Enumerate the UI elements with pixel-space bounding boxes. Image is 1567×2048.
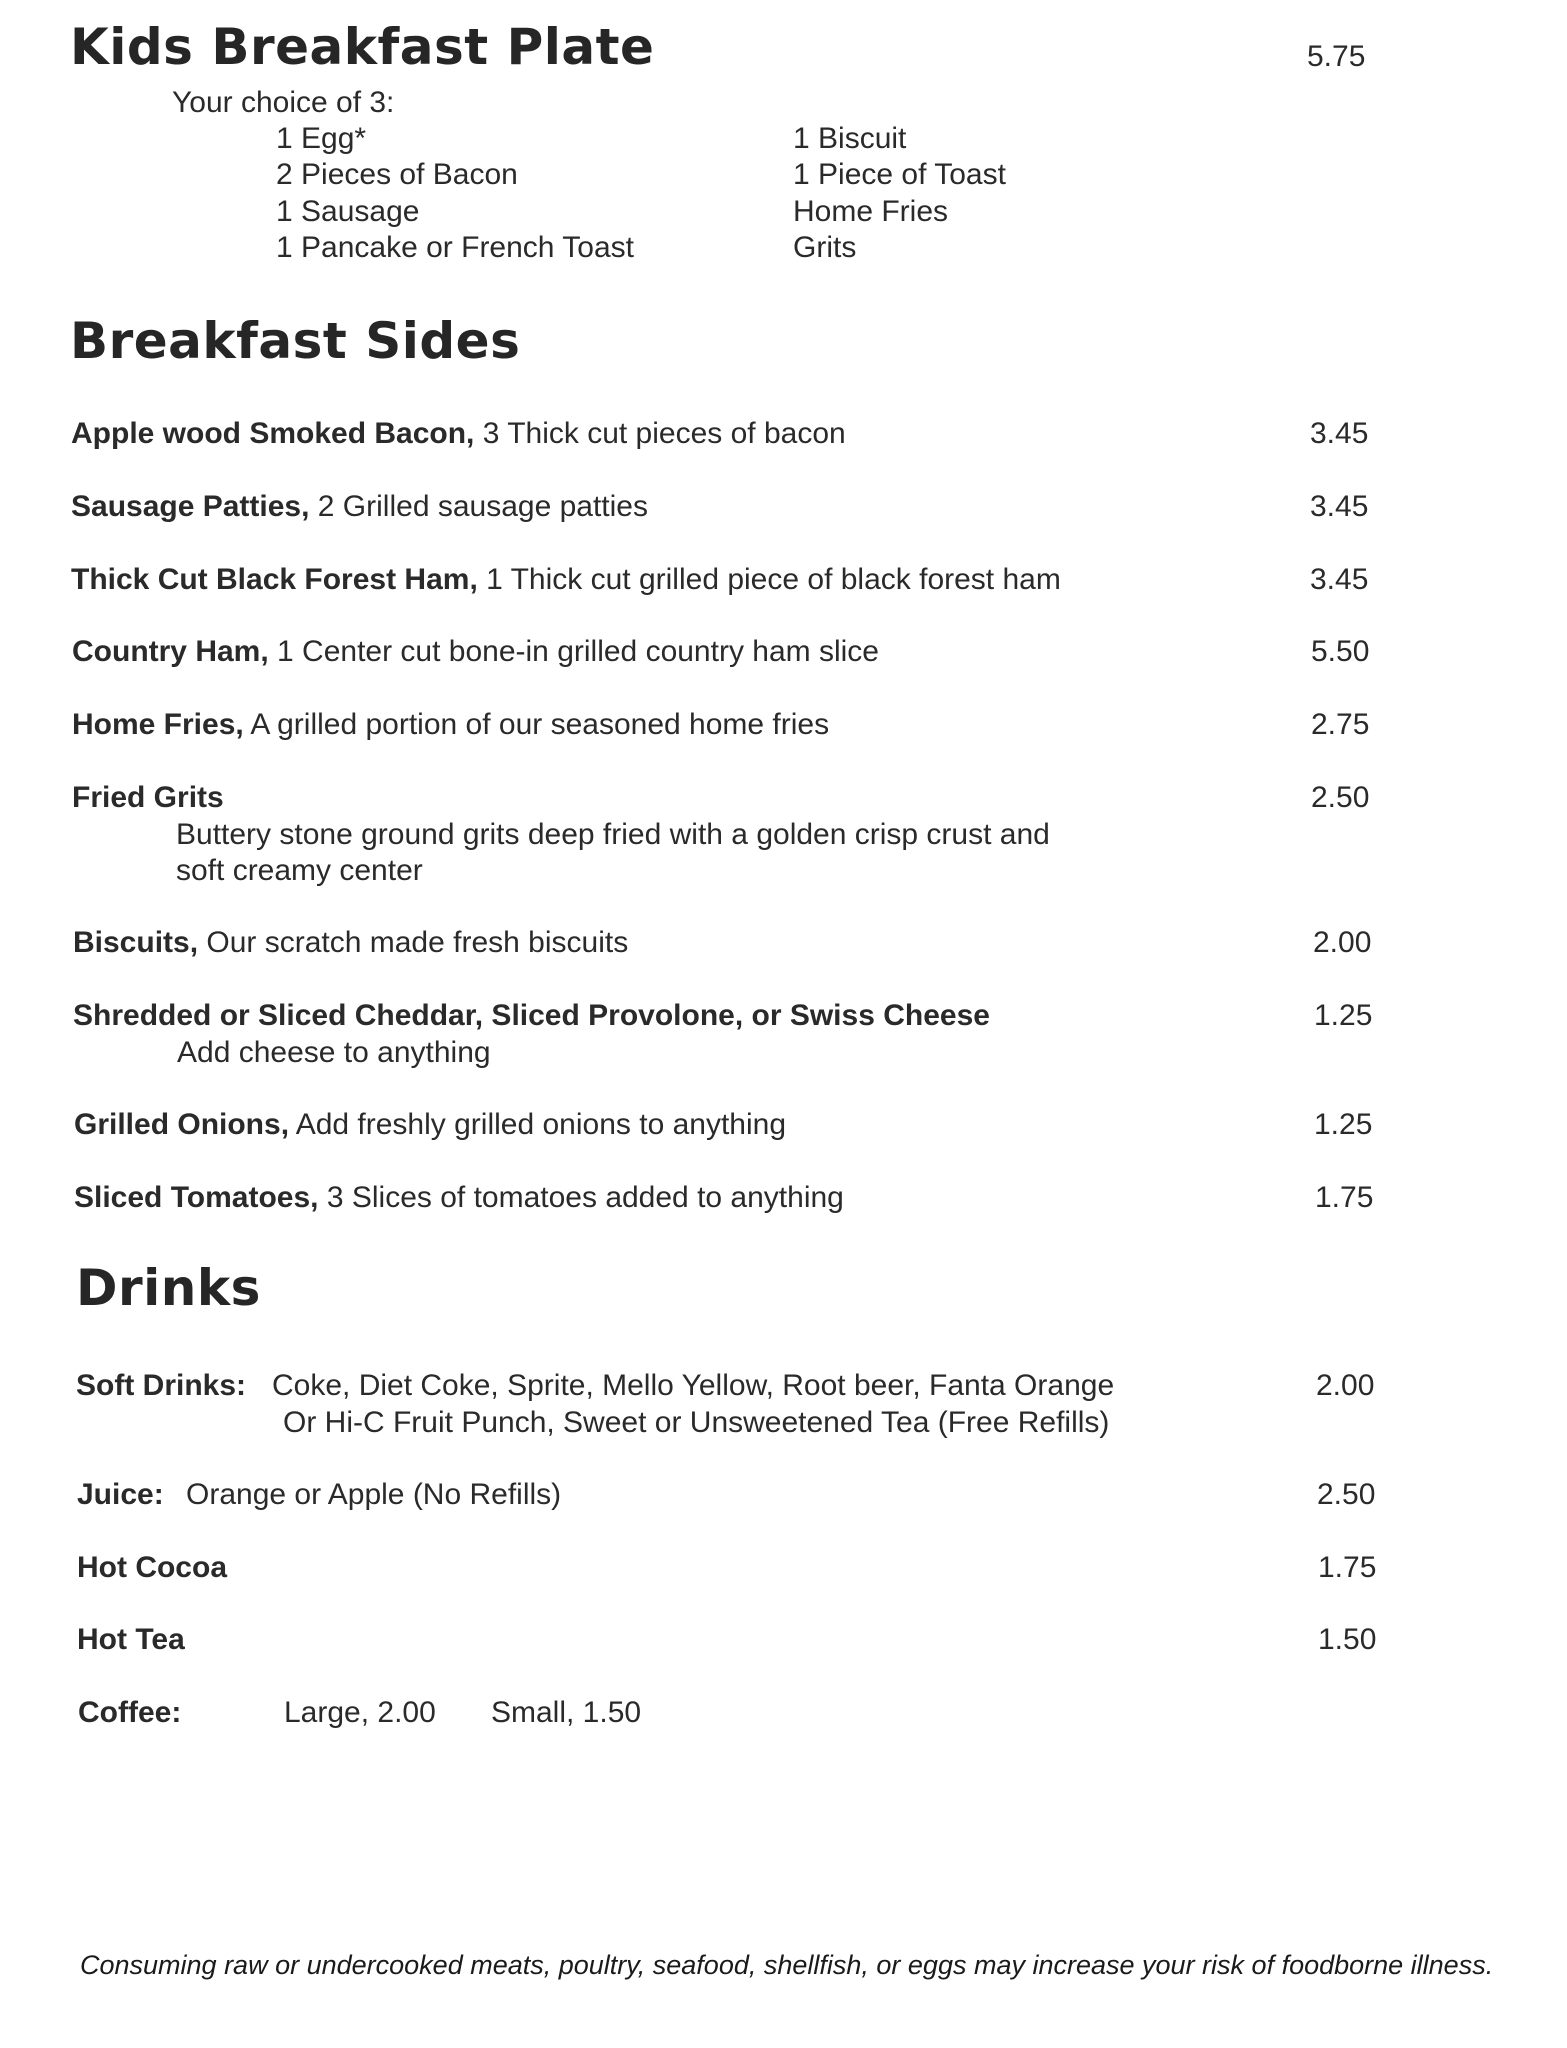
side-item-name: Fried Grits — [72, 781, 224, 814]
side-item-price: 3.45 — [1310, 417, 1369, 450]
side-item-desc: Add freshly grilled onions to anything — [289, 1108, 787, 1141]
drink-item-price: 2.50 — [1317, 1478, 1376, 1511]
kids-choice-home-fries: Home Fries — [793, 195, 949, 228]
side-item-desc: 1 Thick cut grilled piece of black forest ham — [477, 563, 1061, 596]
side-item-desc: 3 Thick cut pieces of bacon — [474, 417, 846, 450]
side-item-desc: Our scratch made fresh biscuits — [198, 926, 629, 959]
side-item-name: Sliced Tomatoes, — [74, 1181, 319, 1214]
drink-item-desc: Or Hi-C Fruit Punch, Sweet or Unsweetened Tea (Free Refills) — [283, 1406, 1110, 1439]
drink-item-desc: Coke, Diet Coke, Sprite, Mello Yellow, Root beer, Fanta Orange — [272, 1369, 1115, 1402]
drink-item-name: Hot Tea — [77, 1623, 185, 1656]
kids-choice-toast: 1 Piece of Toast — [793, 158, 1006, 191]
side-item-desc: A grilled portion of our seasoned home fries — [243, 708, 830, 741]
side-item-name: Grilled Onions, — [74, 1108, 290, 1141]
kids-choice-bacon: 2 Pieces of Bacon — [276, 158, 518, 191]
drink-item-price: 1.50 — [1318, 1623, 1377, 1656]
side-item-price: 2.50 — [1311, 781, 1370, 814]
kids-choice-biscuit: 1 Biscuit — [793, 122, 907, 155]
side-item-price: 2.00 — [1313, 926, 1372, 959]
kids-plate-price: 5.75 — [1307, 40, 1366, 73]
side-item-price: 3.45 — [1310, 490, 1369, 523]
coffee-small: Small, 1.50 — [491, 1696, 642, 1729]
side-item-price: 2.75 — [1311, 708, 1370, 741]
side-item-name: Sausage Patties, — [71, 490, 310, 523]
side-item-price: 5.50 — [1311, 635, 1370, 668]
side-item-name: Thick Cut Black Forest Ham, — [71, 563, 478, 596]
side-item-desc: 3 Slices of tomatoes added to anything — [318, 1181, 844, 1214]
drink-item-name: Soft Drinks: — [76, 1369, 247, 1402]
kids-choice-egg: 1 Egg* — [276, 122, 367, 155]
side-item-name: Biscuits, — [73, 926, 199, 959]
kids-plate-heading: Kids Breakfast Plate — [70, 18, 655, 76]
side-item-desc: 1 Center cut bone-in grilled country ham slice — [268, 635, 879, 668]
coffee-name: Coffee: — [78, 1696, 182, 1729]
kids-plate-subtitle: Your choice of 3: — [172, 86, 395, 119]
drink-item-price: 1.75 — [1318, 1551, 1377, 1584]
food-safety-disclaimer: Consuming raw or undercooked meats, poultry, seafood, shellfish, or eggs may increase your risk of foodborne illness. — [80, 1950, 1494, 1980]
sides-heading: Breakfast Sides — [70, 312, 521, 370]
drink-item-price: 2.00 — [1316, 1369, 1375, 1402]
drink-item-name: Juice: — [77, 1478, 164, 1511]
side-item-name: Shredded or Sliced Cheddar, Sliced Provolone, or Swiss Cheese — [73, 999, 990, 1032]
side-item-price: 1.25 — [1314, 999, 1373, 1032]
side-item-price: 1.75 — [1315, 1181, 1374, 1214]
kids-choice-sausage: 1 Sausage — [276, 195, 420, 228]
drink-item-desc: Orange or Apple (No Refills) — [186, 1478, 562, 1511]
side-item-detail: Add cheese to anything — [177, 1036, 491, 1069]
side-item-desc: 2 Grilled sausage patties — [309, 490, 648, 523]
side-item-name: Country Ham, — [72, 635, 269, 668]
drink-item-name: Hot Cocoa — [77, 1551, 227, 1584]
coffee-large: Large, 2.00 — [284, 1696, 436, 1729]
side-item-name: Apple wood Smoked Bacon, — [71, 417, 475, 450]
kids-choice-pancake: 1 Pancake or French Toast — [276, 231, 634, 264]
side-item-detail: soft creamy center — [176, 854, 423, 887]
side-item-price: 1.25 — [1314, 1108, 1373, 1141]
drinks-heading: Drinks — [76, 1259, 261, 1317]
kids-choice-grits: Grits — [793, 231, 857, 264]
side-item-price: 3.45 — [1310, 563, 1369, 596]
side-item-name: Home Fries, — [72, 708, 244, 741]
side-item-detail: Buttery stone ground grits deep fried with a golden crisp crust and — [176, 818, 1050, 851]
